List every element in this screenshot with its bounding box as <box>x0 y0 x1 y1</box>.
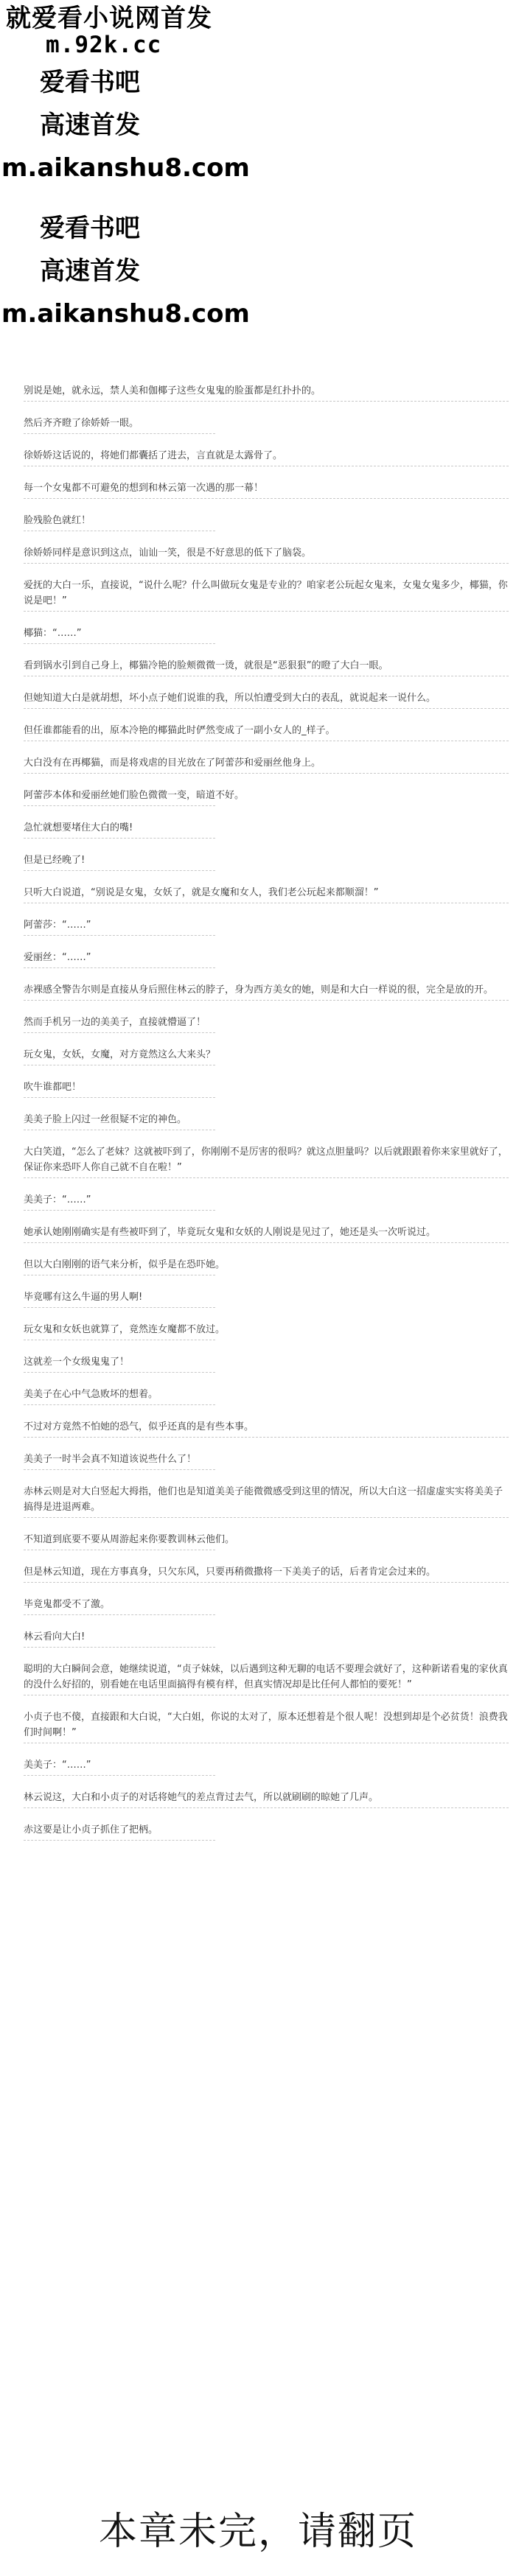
chapter-paragraph: 但任谁都能看的出，原本冷艳的椰猫此时俨然变成了一副小女人的_样子。 <box>10 723 509 741</box>
chapter-paragraph: 玩女鬼和女妖也就算了，竟然连女魔都不放过。 <box>10 1322 509 1340</box>
chapter-paragraph: 美美子在心中气急败坏的想着。 <box>10 1387 509 1405</box>
chapter-paragraph: 这就差一个女级鬼鬼了！ <box>10 1354 509 1373</box>
promo-block <box>0 68 250 183</box>
chapter-paragraph: 毕竟哪有这么牛逼的男人啊! <box>10 1289 509 1308</box>
chapter-paragraph: 爱抚的大白一乐，直接说，“说什么呢？什么叫做玩女鬼是专业的？咱家老公玩起女鬼来，女鬼女鬼多少，椰猫，你说是吧！” <box>10 578 509 612</box>
promo-block <box>0 214 250 329</box>
promo-site-name: 爱看书吧 <box>40 214 140 243</box>
chapter-paragraph: 然后齐齐瞪了徐娇娇一眼。 <box>10 416 509 434</box>
chapter-paragraph: 赤林云则是对大白竖起大拇指，他们也是知道美美子能微微感受到这里的情况，所以大白这一招虚虚实实将美美子搞得是进退两难。 <box>10 1484 509 1518</box>
promo-site-name: 爱看书吧 <box>40 68 140 97</box>
chapter-paragraph: 急忙就想要堵住大白的嘴! <box>10 820 509 839</box>
chapter-paragraph: 不知道到底要不要从周游起来你要教训林云他们。 <box>10 1532 509 1550</box>
chapter-paragraph: 聪明的大白瞬间会意，她继续说道，“贞子妹妹，以后遇到这种无聊的电话不要理会就好了，这种新诺看鬼的家伙真的没什么好招的，别看她在电话里面搞得有模有样，但真实情况却是比任何人都怕的要死！” <box>10 1662 509 1695</box>
chapter-paragraph: 但是已经晚了! <box>10 853 509 871</box>
chapter-paragraph: 但是林云知道，现在方事真身，只欠东风，只要再稍微撒将一下美美子的话，后者肯定会过来的。 <box>10 1564 509 1583</box>
chapter-paragraph: 然而手机另一边的美美子，直接就懵逼了！ <box>10 1015 509 1033</box>
chapter-paragraph: 美美子一时半会真不知道该说些什么了！ <box>10 1452 509 1470</box>
chapter-paragraph: 脸残脸色就红！ <box>10 513 509 531</box>
chapter-paragraph: 美美子：“……” <box>10 1192 509 1211</box>
chapter-paragraph: 赤这要是让小贞子抓住了把柄。 <box>10 1822 509 1841</box>
chapter-paragraph: 阿蕾莎：“……” <box>10 917 509 936</box>
chapter-paragraph: 赤裸感全警告尔则是直接从身后照住林云的脖子，身为西方美女的她，则是和大白一样说的很，完全是放的开。 <box>10 982 509 1001</box>
chapter-paragraph: 大白笑道，“怎么了老妹？这就被吓到了，你刚刚不是厉害的很吗？就这点胆量吗？以后就跟跟着你来家里就好了，保证你来恐吓人你自己就不自在啦！” <box>10 1144 509 1178</box>
chapter-paragraph: 吹牛谁都吧！ <box>10 1079 509 1098</box>
chapter-paragraph: 美美子：“……” <box>10 1757 509 1776</box>
promo-url: m.aikanshu8.com <box>1 299 250 329</box>
chapter-paragraph: 林云看向大白! <box>10 1629 509 1648</box>
site-header <box>6 4 271 57</box>
promo-tagline: 高速首发 <box>40 111 140 140</box>
chapter-paragraph: 看到锅水引到自己身上，椰猫冷艳的脸颊微微一烫，就很是“恶狠狠”的瞪了大白一眼。 <box>10 658 509 676</box>
chapter-paragraph: 但她知道大白是就胡想，坏小点子她们说谁的我，所以怕遭受到大白的表乱，就说起来一说什么。 <box>10 690 509 709</box>
chapter-paragraph: 只听大白说道，“别说是女鬼，女妖了，就是女魔和女人，我们老公玩起来都顺溜！” <box>10 885 509 903</box>
chapter-paragraph: 椰猫：“……” <box>10 626 509 644</box>
chapter-paragraph: 徐娇娇这话说的，将她们都囊括了进去，言直就是太露骨了。 <box>10 448 509 466</box>
site-domain: m.92k.cc <box>46 32 162 58</box>
promo-url: m.aikanshu8.com <box>1 153 250 183</box>
promo-tagline: 高速首发 <box>40 256 140 286</box>
chapter-paragraph: 别说是她，就永远，禁人美和伽椰子这些女鬼鬼的脸蛋都是红扑扑的。 <box>10 383 509 402</box>
chapter-paragraph: 每一个女鬼都不可避免的想到和林云第一次遇的那一幕！ <box>10 480 509 499</box>
chapter-continue-note: 本章未完，请翻页 <box>98 2510 417 2554</box>
chapter-paragraph: 但以大白刚刚的语气来分析，似乎是在恐吓她。 <box>10 1257 509 1275</box>
chapter-paragraph: 爱丽丝：“……” <box>10 950 509 968</box>
site-title: 就爱看小说网首发 <box>6 4 212 33</box>
chapter-paragraph: 玩女鬼，女妖，女魔，对方竟然这么大来头？ <box>10 1047 509 1065</box>
chapter-paragraph: 小贞子也不傻，直接跟和大白说，“大白姐，你说的太对了，原本还想着是个很人呢！没想到却是个必贫货！浪费我们时间啊！” <box>10 1709 509 1743</box>
chapter-paragraph: 徐娇娇同样是意识到这点，讪讪一笑，很是不好意思的低下了脑袋。 <box>10 545 509 564</box>
chapter-content <box>10 383 509 1855</box>
chapter-paragraph: 林云说这，大白和小贞子的对话将她气的差点背过去气，所以就刷刷的晾她了几声。 <box>10 1790 509 1808</box>
chapter-paragraph: 不过对方竟然不怕她的恐气，似乎还真的是有些本事。 <box>10 1419 509 1438</box>
chapter-paragraph: 她承认她刚刚确实是有些被吓到了，毕竟玩女鬼和女妖的人刚说是见过了，她还是头一次听说过。 <box>10 1225 509 1243</box>
chapter-paragraph: 美美子脸上闪过一丝很疑不定的神色。 <box>10 1112 509 1130</box>
chapter-paragraph: 毕竟鬼都受不了激。 <box>10 1597 509 1615</box>
chapter-paragraph: 阿蕾莎本体和爱丽丝她们脸色微微一变，暗道不好。 <box>10 788 509 806</box>
chapter-paragraph: 大白没有在再椰猫，而是将戏虐的目光放在了阿蕾莎和爱丽丝他身上。 <box>10 755 509 774</box>
